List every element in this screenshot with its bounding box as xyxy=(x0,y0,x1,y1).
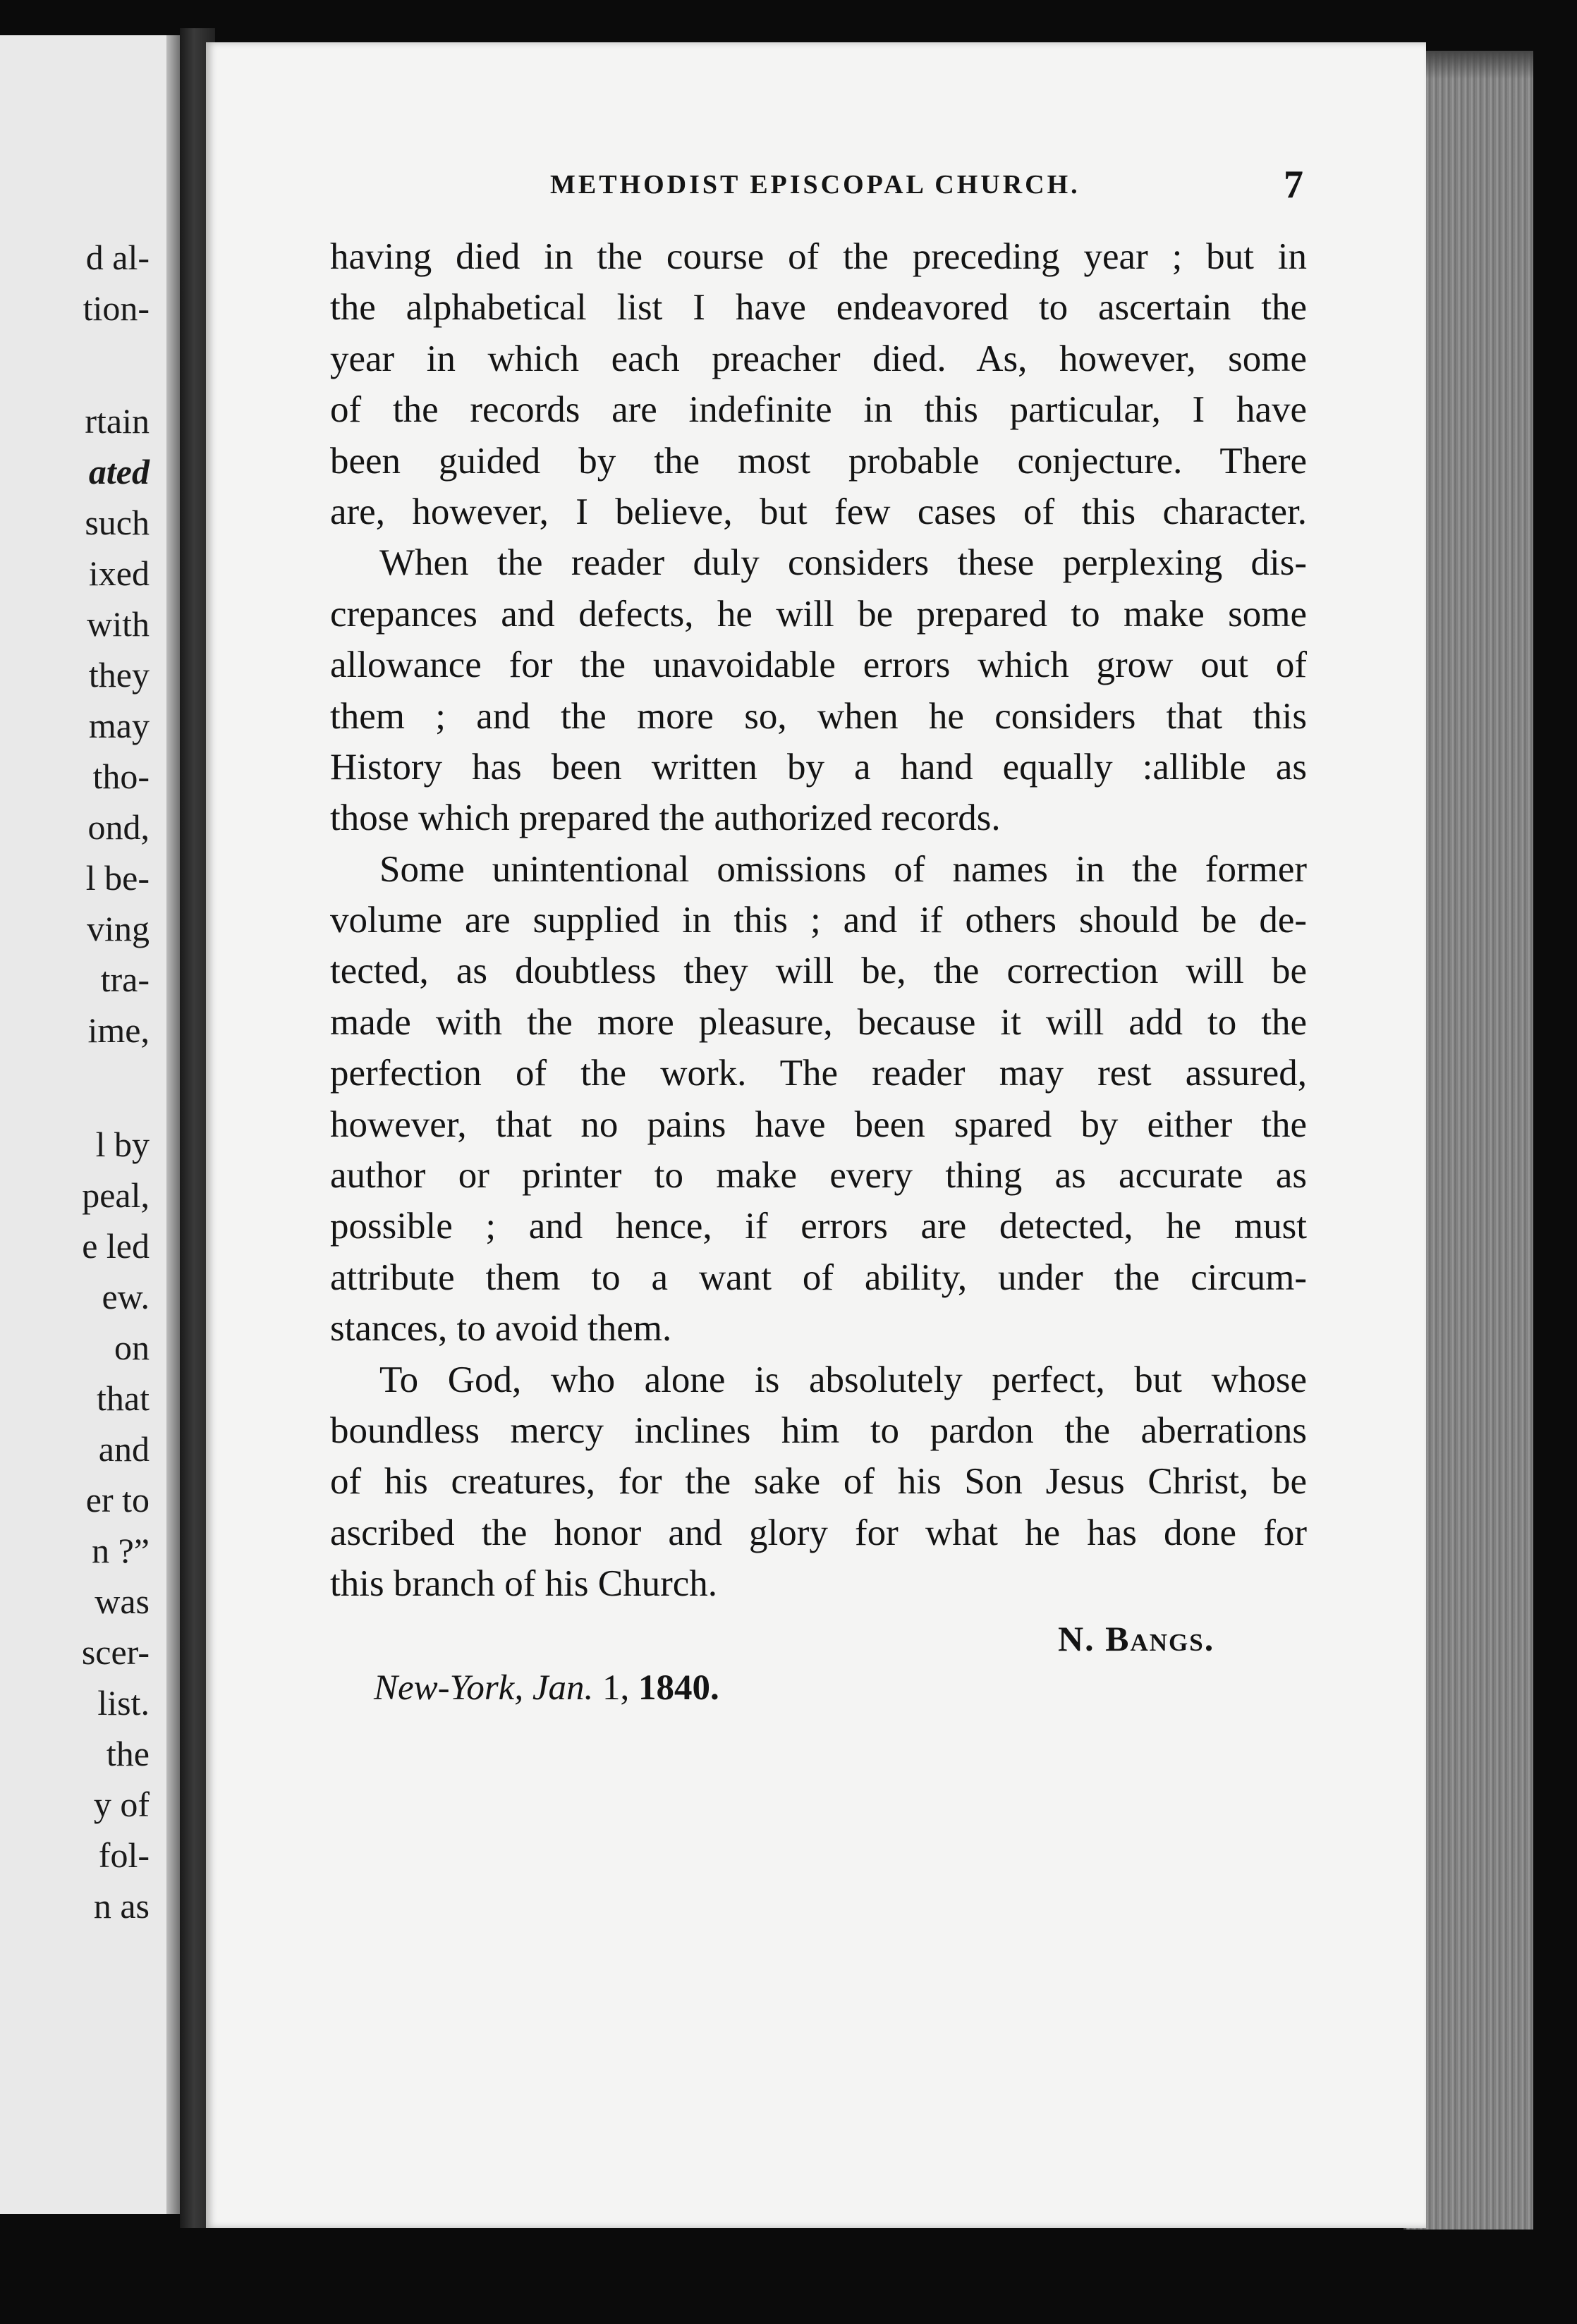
text-line: possible ; and hence, if errors are detected, he must xyxy=(330,1206,1307,1247)
left-page-line: tra- xyxy=(100,960,150,999)
left-page-line: such xyxy=(85,503,150,542)
dateline-year: 1840. xyxy=(638,1668,719,1708)
left-page-line: they xyxy=(88,655,150,695)
left-page-line: e led xyxy=(82,1226,150,1266)
left-page-line: ated xyxy=(88,452,150,491)
text-line: this branch of his Church. xyxy=(330,1563,718,1605)
body-text xyxy=(330,231,1307,1610)
left-page-line: d al- xyxy=(85,238,150,277)
text-line: allowance for the unavoidable errors which grow out of xyxy=(330,644,1307,686)
paragraph-first-line: When the reader duly considers these perplexing dis- xyxy=(379,542,1307,584)
dateline-day: 1, xyxy=(602,1668,630,1708)
text-line: ascribed the honor and glory for what he has done for xyxy=(330,1512,1307,1553)
text-line: made with the more pleasure, because it will add to the xyxy=(330,1001,1307,1043)
dateline-month: Jan. xyxy=(532,1668,594,1708)
text-line: having died in the course of the preceding year ; but in xyxy=(330,236,1307,277)
left-page-line: y of xyxy=(93,1785,150,1824)
left-page-line: fol- xyxy=(98,1835,150,1875)
left-page-line: tion- xyxy=(83,288,150,328)
left-page-line: on xyxy=(114,1328,150,1367)
text-line: attribute them to a want of ability, under the circum- xyxy=(330,1256,1307,1298)
left-page-line: ond, xyxy=(87,807,150,847)
dateline xyxy=(374,1668,719,1708)
left-page-line: ime, xyxy=(87,1010,150,1050)
text-line: are, however, I believe, but few cases of this character. xyxy=(330,491,1307,532)
left-page-line: rtain xyxy=(85,401,150,441)
text-line: volume are supplied in this ; and if others should be de- xyxy=(330,900,1307,941)
text-line: perfection of the work. The reader may rest assured, xyxy=(330,1053,1307,1094)
left-page-line: n ?” xyxy=(92,1531,150,1570)
running-head: METHODIST EPISCOPAL CHURCH. xyxy=(550,170,1080,200)
paragraph-first-line: To God, who alone is absolutely perfect, but whose xyxy=(379,1359,1307,1400)
text-line: author or printer to make every thing as accurate as xyxy=(330,1155,1307,1197)
left-page-line: n as xyxy=(93,1886,150,1926)
left-page-line: l be- xyxy=(85,858,150,898)
left-page-line: scer- xyxy=(81,1632,150,1672)
text-line: the alphabetical list I have endeavored to ascertain the xyxy=(330,287,1307,329)
left-page-line: l by xyxy=(95,1125,150,1164)
text-line: crepances and defects, he will be prepared to make some xyxy=(330,593,1307,635)
text-line: however, that no pains have been spared by either the xyxy=(330,1103,1307,1145)
left-page-line: er to xyxy=(85,1480,150,1519)
text-line: boundless mercy inclines him to pardon the aberrations xyxy=(330,1409,1307,1451)
left-page-line: with xyxy=(87,604,150,644)
text-line: been guided by the most probable conjecture. There xyxy=(330,440,1307,482)
text-line: History has been written by a hand equally :allible as xyxy=(330,746,1307,788)
page-number: 7 xyxy=(1284,163,1303,207)
previous-page-fragment xyxy=(0,35,185,2214)
left-page-line: the xyxy=(106,1734,150,1773)
text-line: of his creatures, for the sake of his Son Jesus Christ, be xyxy=(330,1461,1307,1503)
left-page-line: ew. xyxy=(102,1277,150,1316)
text-line: stances, to avoid them. xyxy=(330,1308,672,1350)
text-line: them ; and the more so, when he considers that this xyxy=(330,695,1307,737)
text-line: of the records are indefinite in this particular, I have xyxy=(330,389,1307,431)
left-page-line: and xyxy=(98,1429,150,1469)
author-signature: N. Bangs. xyxy=(1058,1619,1215,1658)
paragraph-first-line: Some unintentional omissions of names in the former xyxy=(379,848,1307,890)
left-page-line: may xyxy=(88,706,150,745)
left-page-line: list. xyxy=(97,1683,150,1723)
left-page-line: ving xyxy=(87,909,150,948)
text-line: year in which each preacher died. As, however, some xyxy=(330,338,1307,379)
left-page-line: tho- xyxy=(92,757,150,796)
dateline-place: New-York, xyxy=(374,1668,524,1708)
text-line: those which prepared the authorized records. xyxy=(330,797,1001,839)
left-page-line: ixed xyxy=(88,554,150,593)
left-page-line: that xyxy=(97,1378,150,1418)
left-page-line: peal, xyxy=(82,1175,150,1215)
text-line: tected, as doubtless they will be, the correction will be xyxy=(330,950,1307,992)
left-page-line: was xyxy=(95,1582,150,1621)
